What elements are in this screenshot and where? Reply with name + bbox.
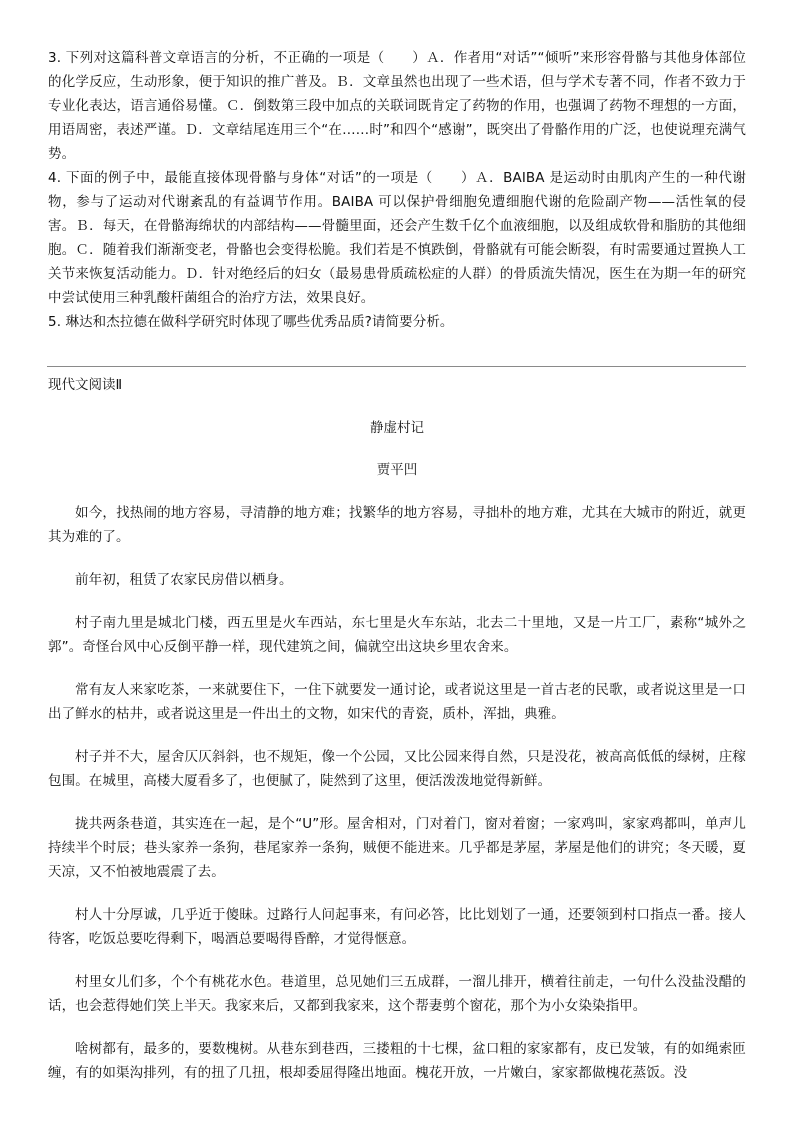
article-paragraph: 村里女儿们多，个个有桃花水色。巷道里，总见她们三五成群，一溜儿排开，横着往前走，一句什么没盐没醋的话，也会惹得她们笑上半天。我家来后，又都到我家来，这个帮妻剪个窗花，那个为小女染染指甲。 [48,974,746,1014]
questions-block [48,46,746,334]
article-title: 静虚村记 [370,420,424,436]
section-label: 现代文阅读Ⅱ [48,377,123,393]
question-4: 4. 下面的例子中，最能直接体现骨骼与身体“对话”的一项是（ ）Ａ．BAIBA 是运动时由肌肉产生的一种代谢物，参与了运动对代谢紊乱的有益调节作用。BAIBA 可以保护骨细胞免遭细胞代谢的危险副产物——活性氧的侵害。Ｂ．每天，在骨骼海绵状的内部结构——骨髓里面，还会产生数千亿个血液细胞，以及组成软骨和脂肪的其他细胞。Ｃ．随着我们渐渐变老，骨骼也会变得松脆。我们若是不慎跌倒，骨骼就有可能会断裂，有时需要通过置换人工关节来恢复活动能力。Ｄ．针对绝经后的妇女（最易患骨质疏松症的人群）的骨质流失情况，医生在为期一年的研究中尝试使用三种乳酸杆菌组合的治疗方法，效果良好。 [48,170,746,306]
article-paragraph: 拢共两条巷道，其实连在一起，是个“U”形。屋舍相对，门对着门，窗对着窗；一家鸡叫，家家鸡都叫，单声儿持续半个时辰；巷头家养一条狗，巷尾家养一条狗，贼便不能进来。几乎都是茅屋，茅屋是他们的讲究；冬天暖，夏天凉，又不怕被地震震了去。 [48,816,746,880]
question-5: 5. 琳达和杰拉德在做科学研究时体现了哪些优秀品质?请简要分析。 [48,314,454,330]
article-body [48,501,746,1104]
article-paragraph: 村子并不大，屋舍仄仄斜斜，也不规矩，像一个公园，又比公园来得自然，只是没花，被高高低低的绿树，庄稼包围。在城里，高楼大厦看多了，也便腻了，陡然到了这里，便活泼泼地觉得新鲜。 [48,749,746,789]
article-author: 贾平凹 [376,462,418,478]
article-paragraph: 村人十分厚诚，几乎近于傻昧。过路行人问起事来，有问必答，比比划划了一通，还要领到村口指点一番。接人待客，吃饭总要吃得剩下，喝酒总要喝得昏醉，才觉得惬意。 [48,907,746,947]
article-paragraph: 啥树都有，最多的，要数槐树。从巷东到巷西，三搂粗的十七棵，盆口粗的家家都有，皮已发皱，有的如绳索匝缠，有的如渠沟排列，有的扭了几扭，根却委屈得隆出地面。槐花开放，一片嫩白，家家都做槐花蒸饭。没 [48,1041,746,1081]
article-paragraph: 常有友人来家吃茶，一来就要住下，一住下就要发一通讨论，或者说这里是一首古老的民歌，或者说这里是一口出了鲜水的枯井，或者说这里是一件出土的文物，如宋代的青瓷，质朴，浑拙，典雅。 [48,682,746,722]
section-divider [47,366,746,367]
article-paragraph: 村子南九里是城北门楼，西五里是火车西站，东七里是火车东站，北去二十里地，又是一片工厂，素称“城外之郭”。奇怪台风中心反倒平静一样，现代建筑之间，偏就空出这块乡里农舍来。 [48,615,746,655]
article-paragraph: 前年初，租赁了农家民房借以栖身。 [75,572,293,588]
question-3: 3. 下列对这篇科普文章语言的分析，不正确的一项是（ ）Ａ．作者用“对话”“倾听”来形容骨骼与其他身体部位的化学反应，生动形象，便于知识的推广普及。Ｂ．文章虽然也出现了一些术语，但与学术专著不同，作者不致力于专业化表达，语言通俗易懂。Ｃ．倒数第三段中加点的关联词既肯定了药物的作用，也强调了药物不理想的一方面，用语周密，表述严谨。Ｄ．文章结尾连用三个“在……时”和四个“感谢”，既突出了骨骼作用的广泛，也使说理充满气势。 [48,50,746,162]
article-paragraph: 如今，找热闹的地方容易，寻清静的地方难；找繁华的地方容易，寻拙朴的地方难，尤其在大城市的附近，就更其为难的了。 [48,505,746,545]
